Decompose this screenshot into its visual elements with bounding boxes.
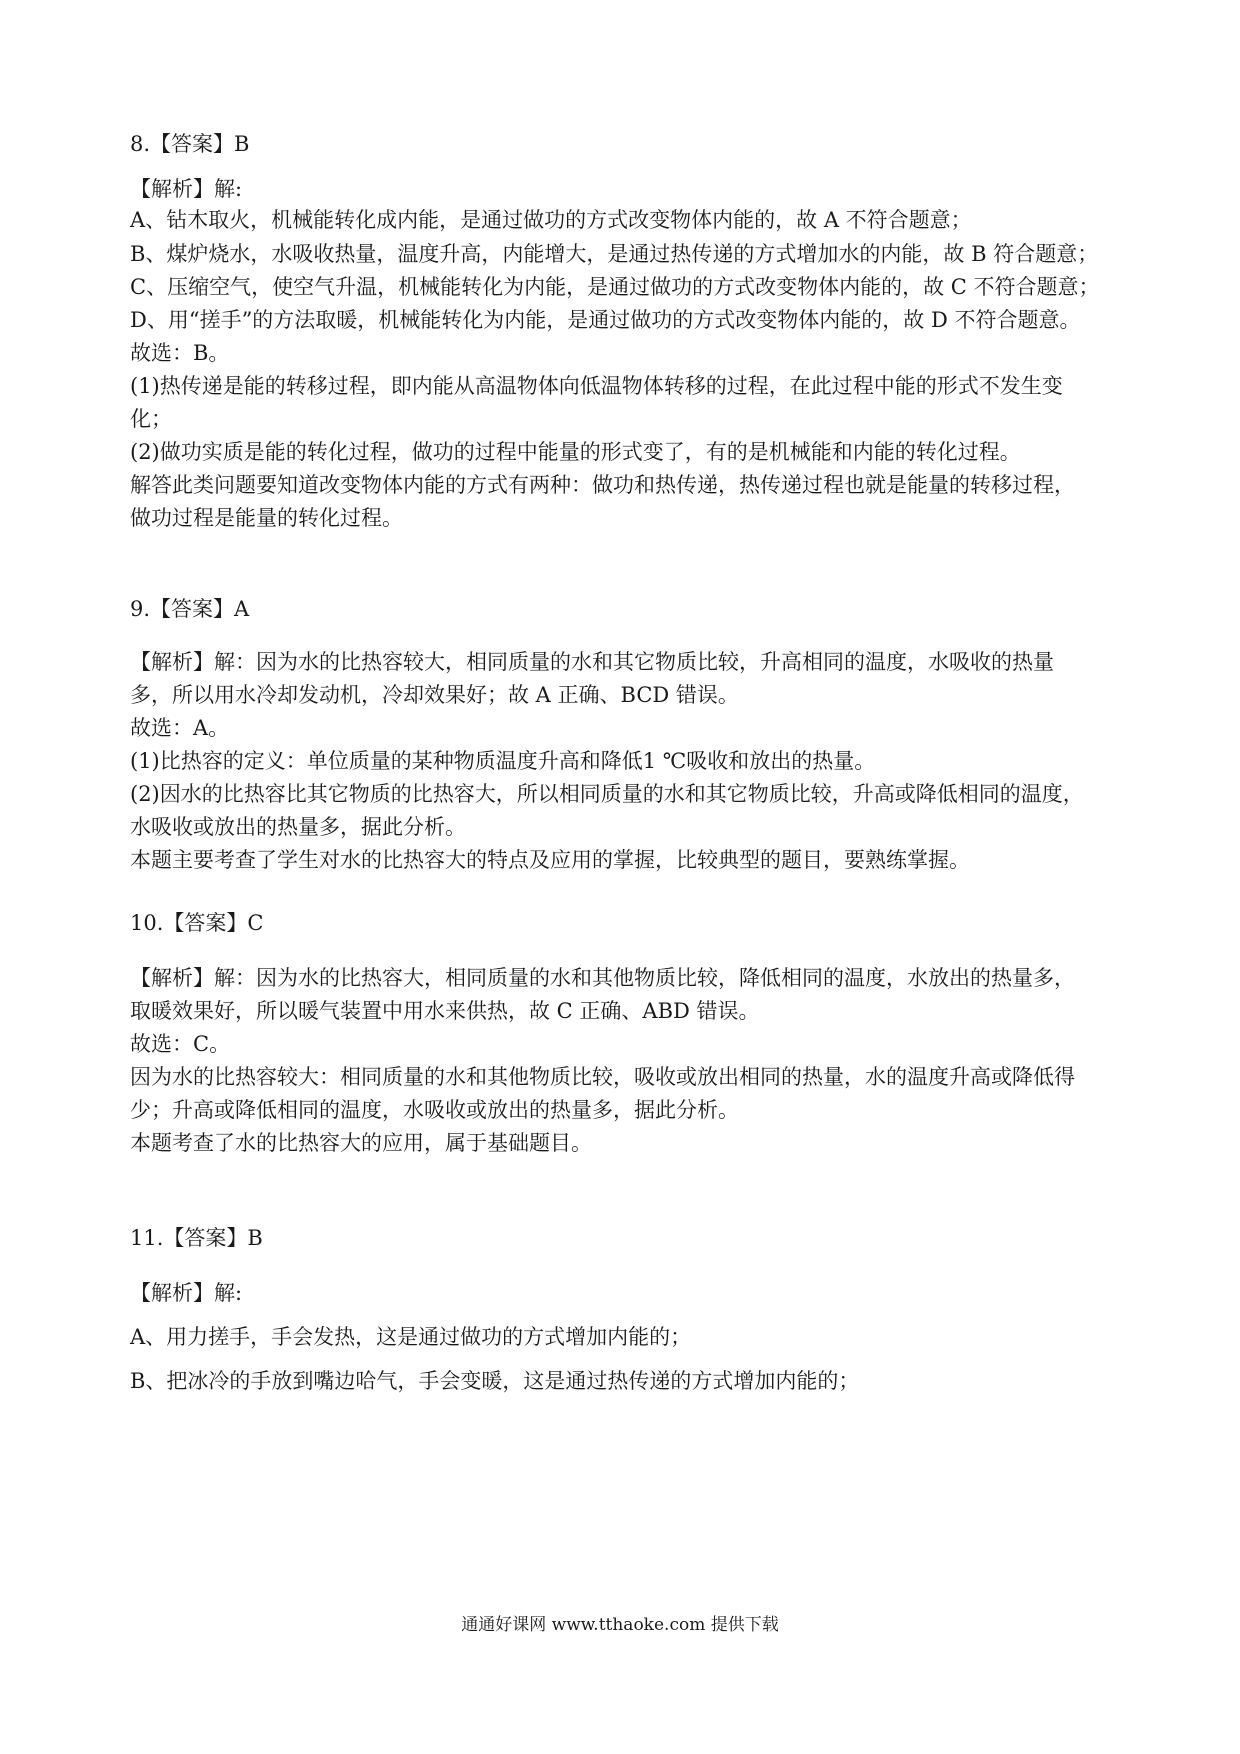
- page-footer: 通通好课网 www.tthaoke.com 提供下载: [461, 1615, 779, 1635]
- q11-analysis-heading: 【解析】解:: [130, 1281, 243, 1305]
- q8-line: C、压缩空气，使空气升温，机械能转化为内能，是通过做功的方式改变物体内能的，故 C 不符合题意；: [130, 275, 1100, 299]
- q8-answer: 8.【答案】B: [130, 132, 250, 156]
- q8-line: (2)做功实质是能的转化过程，做功的过程中能量的形式变了，有的是机械能和内能的转化过程。: [130, 440, 1021, 464]
- q8-line: 解答此类问题要知道改变物体内能的方式有两种：做功和热传递，热传递过程也就是能量的转移过程，: [130, 473, 1075, 497]
- q11-line: B、把冰冷的手放到嘴边哈气，手会变暖，这是通过热传递的方式增加内能的；: [130, 1369, 860, 1393]
- q10-line: 本题考查了水的比热容大的应用，属于基础题目。: [130, 1131, 592, 1155]
- q8-analysis-heading: 【解析】解:: [130, 177, 243, 201]
- q10-line: 【解析】解：因为水的比热容大，相同质量的水和其他物质比较，降低相同的温度，水放出的热量多，: [130, 966, 1075, 990]
- q9-line: 多，所以用水冷却发动机，冷却效果好；故 A 正确、BCD 错误。: [130, 683, 739, 707]
- q9-line: 水吸收或放出的热量多，据此分析。: [130, 815, 466, 839]
- q11-line: A、用力搓手，手会发热，这是通过做功的方式增加内能的；: [130, 1325, 692, 1349]
- q9-line: (1)比热容的定义：单位质量的某种物质温度升高和降低1 ℃吸收和放出的热量。: [130, 749, 876, 773]
- q9-answer: 9.【答案】A: [130, 597, 250, 621]
- q8-line: 故选：B。: [130, 341, 230, 365]
- q8-line: (1)热传递是能的转移过程，即内能从高温物体向低温物体转移的过程，在此过程中能的形式不发生变: [130, 374, 1063, 398]
- q9-line: 故选：A。: [130, 716, 230, 740]
- q8-line: B、煤炉烧水，水吸收热量，温度升高，内能增大，是通过热传递的方式增加水的内能，故 B 符合题意；: [130, 242, 1099, 266]
- q9-line: (2)因水的比热容比其它物质的比热容大，所以相同质量的水和其它物质比较，升高或降低相同的温度，: [130, 782, 1084, 806]
- q9-line: 【解析】解：因为水的比热容较大，相同质量的水和其它物质比较，升高相同的温度，水吸收的热量: [130, 650, 1054, 674]
- q11-answer: 11.【答案】B: [130, 1226, 263, 1250]
- q10-line: 少；升高或降低相同的温度，水吸收或放出的热量多，据此分析。: [130, 1098, 739, 1122]
- q8-line: A、钻木取火，机械能转化成内能，是通过做功的方式改变物体内能的，故 A 不符合题意；: [130, 208, 972, 232]
- q10-line: 取暖效果好，所以暖气装置中用水来供热，故 C 正确、ABD 错误。: [130, 999, 760, 1023]
- q10-answer: 10.【答案】C: [130, 911, 264, 935]
- q9-line: 本题主要考查了学生对水的比热容大的特点及应用的掌握，比较典型的题目，要熟练掌握。: [130, 848, 970, 872]
- q10-line: 故选：C。: [130, 1032, 231, 1056]
- q8-line: 做功过程是能量的转化过程。: [130, 506, 403, 530]
- q8-line: D、用“搓手”的方法取暖，机械能转化为内能，是通过做功的方式改变物体内能的，故 D 不符合题意。: [130, 308, 1081, 332]
- q8-line: 化；: [130, 407, 172, 431]
- q10-line: 因为水的比热容较大：相同质量的水和其他物质比较，吸收或放出相同的热量，水的温度升高或降低得: [130, 1065, 1075, 1089]
